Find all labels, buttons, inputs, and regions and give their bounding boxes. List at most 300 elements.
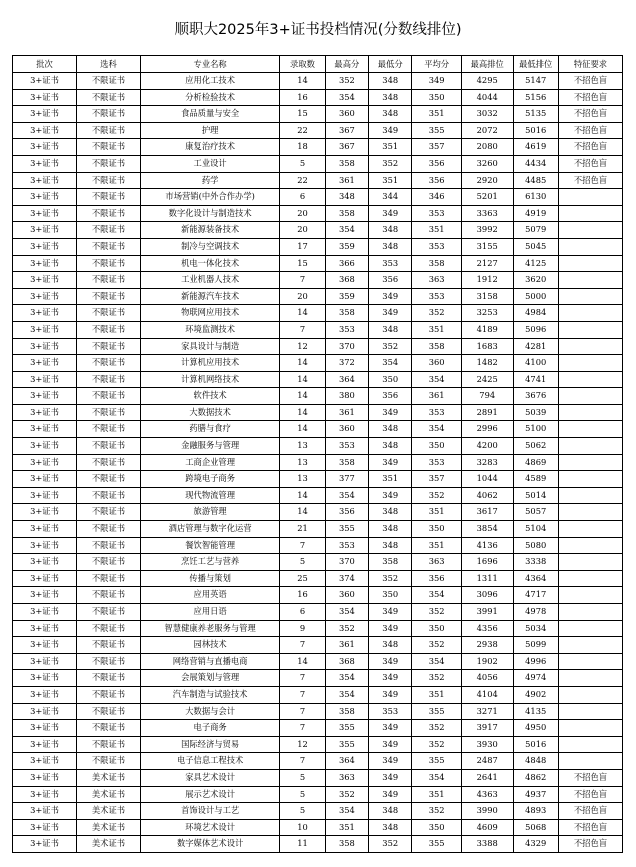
cell-requirement [558, 404, 622, 421]
cell-batch: 3+证书 [13, 554, 77, 571]
cell-batch: 3+证书 [13, 720, 77, 737]
cell-batch: 3+证书 [13, 106, 77, 123]
cell-admit-count: 7 [280, 272, 325, 289]
cell-max-score: 363 [325, 769, 368, 786]
cell-min-rank: 4974 [513, 670, 558, 687]
cell-requirement [558, 371, 622, 388]
cell-batch: 3+证书 [13, 686, 77, 703]
cell-major-name: 食品质量与安全 [140, 106, 279, 123]
table-row [13, 388, 623, 405]
cell-subject: 不限证书 [76, 720, 140, 737]
cell-subject: 不限证书 [76, 122, 140, 139]
cell-batch: 3+证书 [13, 471, 77, 488]
table-row [13, 89, 623, 106]
cell-major-name: 餐饮智能管理 [140, 537, 279, 554]
cell-batch: 3+证书 [13, 537, 77, 554]
cell-requirement [558, 255, 622, 272]
cell-major-name: 金融服务与管理 [140, 438, 279, 455]
cell-subject: 不限证书 [76, 89, 140, 106]
cell-min-score: 351 [369, 471, 412, 488]
cell-max-rank: 3260 [461, 155, 513, 172]
cell-min-score: 358 [369, 554, 412, 571]
cell-max-rank: 2425 [461, 371, 513, 388]
cell-subject: 不限证书 [76, 106, 140, 123]
cell-requirement [558, 189, 622, 206]
cell-min-score: 349 [369, 753, 412, 770]
cell-requirement [558, 272, 622, 289]
cell-requirement [558, 703, 622, 720]
cell-requirement [558, 537, 622, 554]
cell-max-score: 368 [325, 272, 368, 289]
cell-min-score: 350 [369, 587, 412, 604]
cell-max-score: 358 [325, 205, 368, 222]
cell-min-score: 348 [369, 238, 412, 255]
cell-max-rank: 2920 [461, 172, 513, 189]
cell-requirement [558, 554, 622, 571]
cell-admit-count: 14 [280, 355, 325, 372]
cell-min-rank: 5016 [513, 736, 558, 753]
cell-min-score: 348 [369, 819, 412, 836]
cell-max-score: 355 [325, 720, 368, 737]
cell-min-rank: 4741 [513, 371, 558, 388]
cell-major-name: 家具艺术设计 [140, 769, 279, 786]
header-requirement: 特征要求 [558, 56, 622, 73]
table-row [13, 504, 623, 521]
cell-requirement: 不招色盲 [558, 172, 622, 189]
table-row [13, 604, 623, 621]
cell-batch: 3+证书 [13, 504, 77, 521]
cell-requirement [558, 670, 622, 687]
cell-requirement [558, 521, 622, 538]
cell-batch: 3+证书 [13, 155, 77, 172]
cell-max-score: 370 [325, 554, 368, 571]
cell-batch: 3+证书 [13, 89, 77, 106]
cell-max-rank: 2891 [461, 404, 513, 421]
cell-batch: 3+证书 [13, 803, 77, 820]
table-row [13, 189, 623, 206]
cell-subject: 不限证书 [76, 338, 140, 355]
cell-avg-score: 355 [412, 122, 462, 139]
cell-max-rank: 3990 [461, 803, 513, 820]
table-row [13, 172, 623, 189]
cell-max-rank: 1044 [461, 471, 513, 488]
cell-min-score: 348 [369, 803, 412, 820]
cell-max-score: 372 [325, 355, 368, 372]
cell-max-rank: 4356 [461, 620, 513, 637]
cell-max-score: 352 [325, 73, 368, 90]
cell-avg-score: 352 [412, 736, 462, 753]
cell-admit-count: 12 [280, 736, 325, 753]
cell-requirement [558, 720, 622, 737]
cell-max-rank: 3283 [461, 454, 513, 471]
cell-major-name: 会展策划与管理 [140, 670, 279, 687]
cell-requirement [558, 570, 622, 587]
cell-max-score: 367 [325, 122, 368, 139]
table-row [13, 355, 623, 372]
table-row [13, 371, 623, 388]
header-major-name: 专业名称 [140, 56, 279, 73]
cell-major-name: 新能源汽车技术 [140, 288, 279, 305]
table-row [13, 753, 623, 770]
cell-max-rank: 2938 [461, 637, 513, 654]
table-row [13, 537, 623, 554]
cell-subject: 不限证书 [76, 554, 140, 571]
cell-batch: 3+证书 [13, 454, 77, 471]
cell-max-score: 377 [325, 471, 368, 488]
cell-max-rank: 1482 [461, 355, 513, 372]
cell-max-rank: 3155 [461, 238, 513, 255]
cell-admit-count: 6 [280, 189, 325, 206]
table-row [13, 653, 623, 670]
cell-min-rank: 4984 [513, 305, 558, 322]
cell-batch: 3+证书 [13, 819, 77, 836]
cell-subject: 不限证书 [76, 172, 140, 189]
cell-requirement: 不招色盲 [558, 836, 622, 853]
cell-max-rank: 4189 [461, 321, 513, 338]
cell-max-rank: 5201 [461, 189, 513, 206]
cell-avg-score: 351 [412, 321, 462, 338]
cell-min-rank: 4135 [513, 703, 558, 720]
cell-major-name: 市场营销(中外合作办学) [140, 189, 279, 206]
cell-requirement: 不招色盲 [558, 106, 622, 123]
cell-requirement: 不招色盲 [558, 73, 622, 90]
cell-min-rank: 5104 [513, 521, 558, 538]
cell-avg-score: 355 [412, 753, 462, 770]
cell-subject: 不限证书 [76, 404, 140, 421]
cell-major-name: 国际经济与贸易 [140, 736, 279, 753]
cell-admit-count: 5 [280, 786, 325, 803]
cell-avg-score: 355 [412, 836, 462, 853]
cell-max-score: 354 [325, 670, 368, 687]
cell-min-score: 352 [369, 836, 412, 853]
cell-max-score: 368 [325, 653, 368, 670]
cell-min-score: 348 [369, 438, 412, 455]
cell-max-rank: 3617 [461, 504, 513, 521]
cell-requirement: 不招色盲 [558, 139, 622, 156]
table-row [13, 736, 623, 753]
cell-min-rank: 4902 [513, 686, 558, 703]
cell-subject: 不限证书 [76, 421, 140, 438]
cell-subject: 不限证书 [76, 355, 140, 372]
cell-min-score: 353 [369, 255, 412, 272]
cell-batch: 3+证书 [13, 769, 77, 786]
cell-max-rank: 3032 [461, 106, 513, 123]
cell-min-rank: 5016 [513, 122, 558, 139]
score-table [12, 55, 623, 853]
cell-batch: 3+证书 [13, 272, 77, 289]
cell-admit-count: 14 [280, 388, 325, 405]
cell-subject: 不限证书 [76, 753, 140, 770]
cell-max-rank: 4062 [461, 487, 513, 504]
cell-min-score: 348 [369, 637, 412, 654]
cell-min-rank: 5057 [513, 504, 558, 521]
table-row [13, 670, 623, 687]
cell-max-score: 353 [325, 438, 368, 455]
cell-min-score: 349 [369, 769, 412, 786]
table-row [13, 769, 623, 786]
table-row [13, 106, 623, 123]
cell-subject: 不限证书 [76, 454, 140, 471]
cell-max-rank: 1683 [461, 338, 513, 355]
cell-max-score: 361 [325, 172, 368, 189]
cell-requirement: 不招色盲 [558, 122, 622, 139]
cell-avg-score: 353 [412, 454, 462, 471]
cell-min-rank: 4996 [513, 653, 558, 670]
header-avg-score: 平均分 [412, 56, 462, 73]
cell-subject: 不限证书 [76, 570, 140, 587]
cell-subject: 不限证书 [76, 504, 140, 521]
cell-batch: 3+证书 [13, 570, 77, 587]
cell-max-score: 356 [325, 504, 368, 521]
cell-max-rank: 4136 [461, 537, 513, 554]
cell-min-score: 349 [369, 720, 412, 737]
cell-batch: 3+证书 [13, 487, 77, 504]
cell-max-rank: 4056 [461, 670, 513, 687]
table-header-row [13, 56, 623, 73]
cell-min-rank: 4281 [513, 338, 558, 355]
cell-subject: 不限证书 [76, 620, 140, 637]
cell-batch: 3+证书 [13, 205, 77, 222]
table-row [13, 487, 623, 504]
cell-subject: 不限证书 [76, 438, 140, 455]
cell-avg-score: 358 [412, 255, 462, 272]
cell-admit-count: 14 [280, 371, 325, 388]
cell-requirement [558, 338, 622, 355]
cell-min-score: 349 [369, 122, 412, 139]
cell-major-name: 数字媒体艺术设计 [140, 836, 279, 853]
cell-min-score: 354 [369, 355, 412, 372]
cell-min-score: 348 [369, 321, 412, 338]
cell-avg-score: 352 [412, 720, 462, 737]
table-body [13, 73, 623, 853]
cell-admit-count: 22 [280, 172, 325, 189]
cell-min-score: 349 [369, 653, 412, 670]
cell-subject: 不限证书 [76, 587, 140, 604]
cell-requirement [558, 305, 622, 322]
cell-batch: 3+证书 [13, 122, 77, 139]
cell-min-rank: 5147 [513, 73, 558, 90]
cell-min-rank: 4978 [513, 604, 558, 621]
cell-admit-count: 15 [280, 106, 325, 123]
cell-batch: 3+证书 [13, 73, 77, 90]
table-row [13, 720, 623, 737]
cell-batch: 3+证书 [13, 139, 77, 156]
cell-min-score: 351 [369, 172, 412, 189]
cell-max-rank: 4295 [461, 73, 513, 90]
cell-min-rank: 5000 [513, 288, 558, 305]
page-title: 顺职大2025年3+证书投档情况(分数线排位) [174, 22, 462, 38]
cell-min-score: 348 [369, 537, 412, 554]
cell-requirement [558, 421, 622, 438]
cell-max-rank: 1311 [461, 570, 513, 587]
cell-max-rank: 3991 [461, 604, 513, 621]
table-row [13, 139, 623, 156]
cell-subject: 不限证书 [76, 487, 140, 504]
cell-batch: 3+证书 [13, 637, 77, 654]
cell-min-rank: 4869 [513, 454, 558, 471]
cell-major-name: 智慧健康养老服务与管理 [140, 620, 279, 637]
cell-major-name: 工业机器人技术 [140, 272, 279, 289]
cell-avg-score: 354 [412, 371, 462, 388]
cell-max-score: 354 [325, 604, 368, 621]
cell-admit-count: 7 [280, 537, 325, 554]
cell-avg-score: 353 [412, 238, 462, 255]
cell-max-score: 348 [325, 189, 368, 206]
cell-min-rank: 3338 [513, 554, 558, 571]
cell-min-rank: 4893 [513, 803, 558, 820]
cell-major-name: 大数据技术 [140, 404, 279, 421]
cell-admit-count: 25 [280, 570, 325, 587]
cell-max-score: 374 [325, 570, 368, 587]
cell-max-score: 353 [325, 537, 368, 554]
cell-avg-score: 357 [412, 139, 462, 156]
cell-max-rank: 2996 [461, 421, 513, 438]
cell-major-name: 分析检验技术 [140, 89, 279, 106]
cell-admit-count: 20 [280, 288, 325, 305]
cell-min-score: 349 [369, 736, 412, 753]
cell-min-rank: 4619 [513, 139, 558, 156]
cell-min-score: 349 [369, 604, 412, 621]
cell-batch: 3+证书 [13, 238, 77, 255]
cell-batch: 3+证书 [13, 438, 77, 455]
cell-min-rank: 3676 [513, 388, 558, 405]
cell-max-score: 354 [325, 222, 368, 239]
cell-avg-score: 351 [412, 106, 462, 123]
cell-batch: 3+证书 [13, 736, 77, 753]
cell-max-score: 358 [325, 703, 368, 720]
cell-major-name: 现代物流管理 [140, 487, 279, 504]
cell-admit-count: 15 [280, 255, 325, 272]
cell-max-score: 354 [325, 803, 368, 820]
cell-admit-count: 5 [280, 554, 325, 571]
cell-max-score: 360 [325, 106, 368, 123]
cell-max-score: 367 [325, 139, 368, 156]
cell-major-name: 药膳与食疗 [140, 421, 279, 438]
cell-max-score: 358 [325, 305, 368, 322]
cell-max-rank: 3158 [461, 288, 513, 305]
cell-min-rank: 4937 [513, 786, 558, 803]
cell-max-rank: 1912 [461, 272, 513, 289]
cell-major-name: 应用化工技术 [140, 73, 279, 90]
cell-major-name: 首饰设计与工艺 [140, 803, 279, 820]
cell-batch: 3+证书 [13, 703, 77, 720]
cell-subject: 美术证书 [76, 769, 140, 786]
cell-max-score: 355 [325, 736, 368, 753]
cell-admit-count: 9 [280, 620, 325, 637]
cell-requirement [558, 653, 622, 670]
table-row [13, 404, 623, 421]
cell-batch: 3+证书 [13, 305, 77, 322]
cell-min-score: 349 [369, 454, 412, 471]
cell-requirement [558, 454, 622, 471]
cell-min-rank: 4364 [513, 570, 558, 587]
cell-requirement [558, 686, 622, 703]
cell-major-name: 计算机网络技术 [140, 371, 279, 388]
cell-admit-count: 22 [280, 122, 325, 139]
cell-min-rank: 4125 [513, 255, 558, 272]
cell-requirement: 不招色盲 [558, 803, 622, 820]
cell-max-rank: 4609 [461, 819, 513, 836]
cell-min-score: 349 [369, 686, 412, 703]
cell-major-name: 电子商务 [140, 720, 279, 737]
cell-major-name: 展示艺术设计 [140, 786, 279, 803]
cell-min-rank: 4848 [513, 753, 558, 770]
cell-max-score: 360 [325, 421, 368, 438]
cell-subject: 不限证书 [76, 222, 140, 239]
cell-admit-count: 7 [280, 670, 325, 687]
cell-max-rank: 3388 [461, 836, 513, 853]
cell-major-name: 数字化设计与制造技术 [140, 205, 279, 222]
table-row [13, 454, 623, 471]
cell-avg-score: 354 [412, 587, 462, 604]
cell-admit-count: 7 [280, 637, 325, 654]
cell-admit-count: 10 [280, 819, 325, 836]
cell-admit-count: 14 [280, 305, 325, 322]
cell-subject: 不限证书 [76, 321, 140, 338]
cell-avg-score: 346 [412, 189, 462, 206]
cell-min-rank: 5156 [513, 89, 558, 106]
cell-batch: 3+证书 [13, 321, 77, 338]
cell-admit-count: 5 [280, 769, 325, 786]
cell-min-rank: 5080 [513, 537, 558, 554]
cell-avg-score: 350 [412, 89, 462, 106]
cell-min-score: 349 [369, 404, 412, 421]
cell-avg-score: 351 [412, 686, 462, 703]
cell-subject: 不限证书 [76, 73, 140, 90]
cell-max-rank: 3992 [461, 222, 513, 239]
cell-avg-score: 363 [412, 272, 462, 289]
cell-max-score: 354 [325, 487, 368, 504]
table-row [13, 205, 623, 222]
cell-batch: 3+证书 [13, 388, 77, 405]
cell-max-rank: 4363 [461, 786, 513, 803]
cell-avg-score: 352 [412, 803, 462, 820]
cell-min-rank: 5045 [513, 238, 558, 255]
cell-avg-score: 361 [412, 388, 462, 405]
cell-min-score: 348 [369, 89, 412, 106]
header-subject: 选科 [76, 56, 140, 73]
cell-max-rank: 3854 [461, 521, 513, 538]
cell-major-name: 汽车制造与试验技术 [140, 686, 279, 703]
cell-avg-score: 363 [412, 554, 462, 571]
cell-subject: 美术证书 [76, 786, 140, 803]
cell-subject: 不限证书 [76, 471, 140, 488]
cell-max-score: 354 [325, 686, 368, 703]
table-row [13, 272, 623, 289]
cell-requirement [558, 504, 622, 521]
cell-major-name: 园林技术 [140, 637, 279, 654]
cell-batch: 3+证书 [13, 836, 77, 853]
cell-admit-count: 11 [280, 836, 325, 853]
header-max-score: 最高分 [325, 56, 368, 73]
table-row [13, 521, 623, 538]
cell-admit-count: 20 [280, 222, 325, 239]
cell-subject: 不限证书 [76, 305, 140, 322]
table-row [13, 620, 623, 637]
cell-requirement: 不招色盲 [558, 155, 622, 172]
cell-batch: 3+证书 [13, 222, 77, 239]
table-row [13, 786, 623, 803]
cell-max-rank: 3096 [461, 587, 513, 604]
cell-min-score: 352 [369, 338, 412, 355]
cell-subject: 不限证书 [76, 255, 140, 272]
cell-max-rank: 2080 [461, 139, 513, 156]
cell-avg-score: 353 [412, 288, 462, 305]
cell-admit-count: 17 [280, 238, 325, 255]
cell-min-score: 349 [369, 620, 412, 637]
cell-admit-count: 21 [280, 521, 325, 538]
cell-min-score: 349 [369, 786, 412, 803]
